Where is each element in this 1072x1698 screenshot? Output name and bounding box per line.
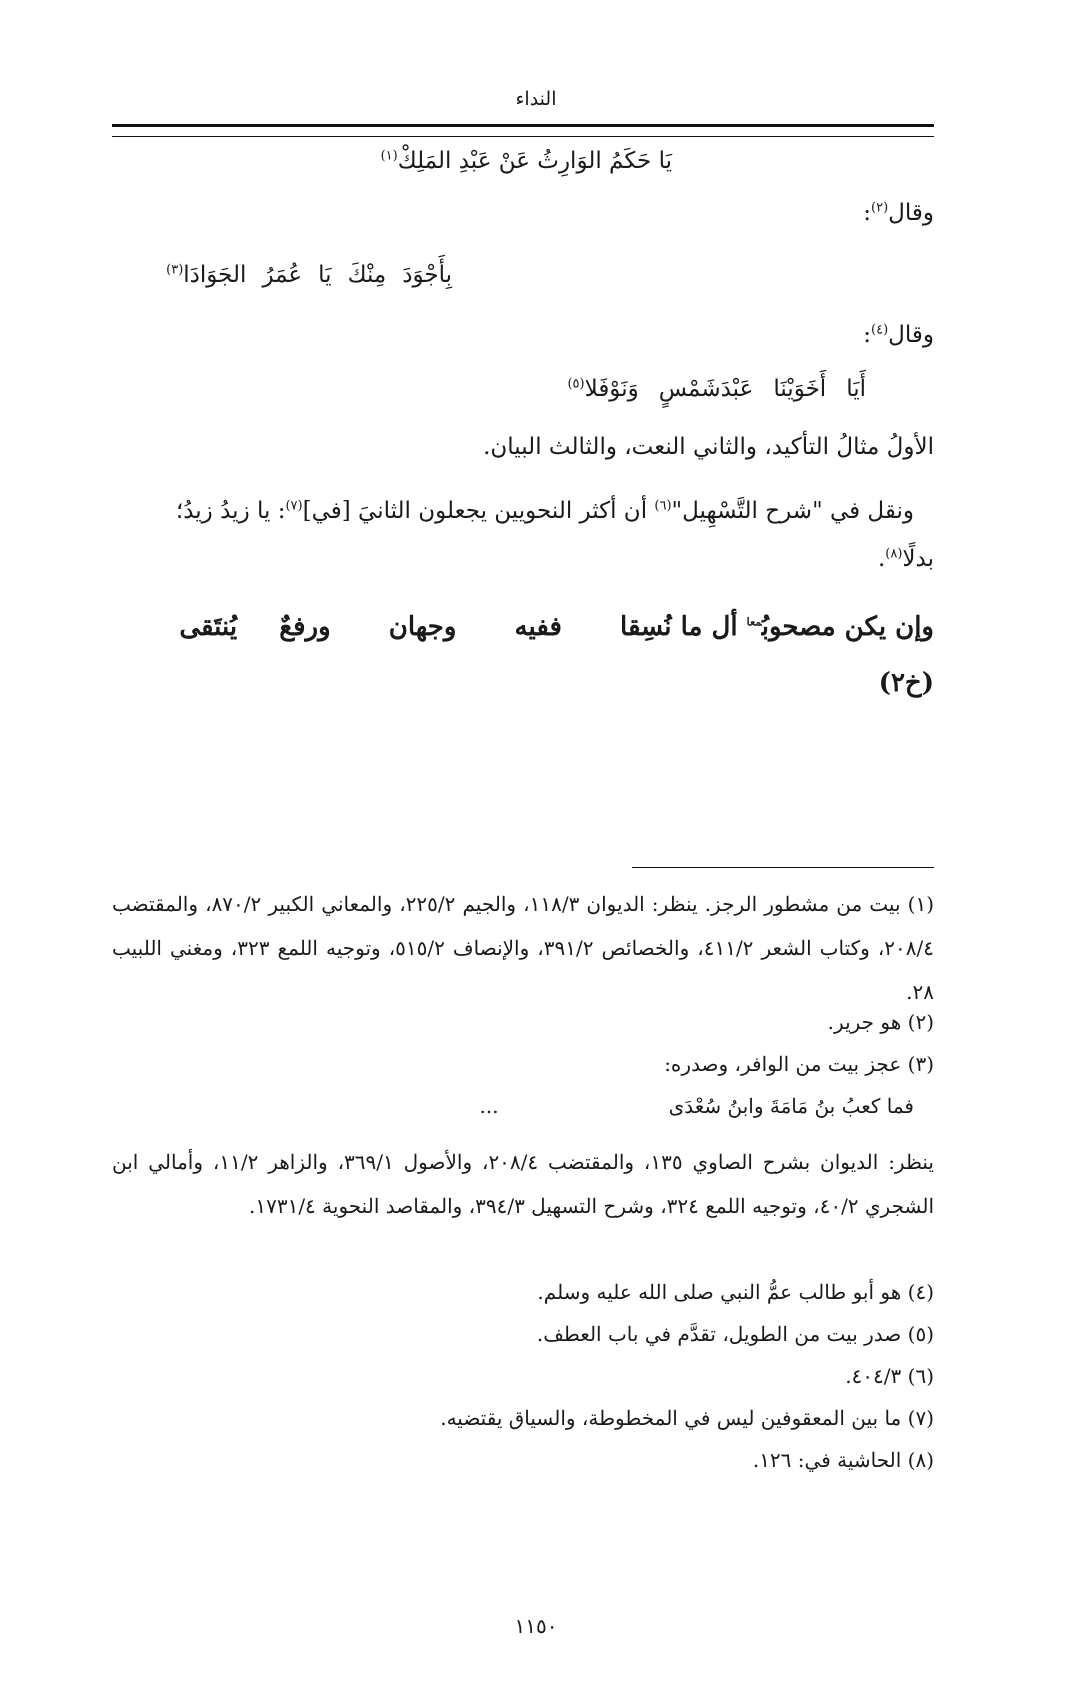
footnote-5: (٥) صدر بيت من الطويل، تقدَّم في باب العطف. <box>536 1322 934 1346</box>
alfiya-part-4: وجهان <box>388 612 457 642</box>
footnote-ref-2: (٢) <box>871 200 889 216</box>
verse-3-word-2: أَخَوَيْنَا <box>773 376 827 402</box>
running-header: النداء <box>515 88 557 110</box>
paragraph-3-end: . <box>877 546 886 572</box>
footnote-ref-3: (٣) <box>166 262 184 278</box>
alfiya-part-2: أل ما نُسِقا <box>620 612 738 642</box>
verse-2-word-2: مِنْكَ <box>347 262 387 288</box>
qal-1-colon: : <box>863 200 872 226</box>
alfiya-part-3: ففيه <box>514 612 562 642</box>
paragraph-2-part-2: أن أكثر النحويين يجعلون الثانيَ [في] <box>302 498 655 524</box>
header-rule-thin <box>112 136 934 137</box>
verse-2 <box>112 262 452 288</box>
footnote-ref-7: (٧) <box>285 498 303 514</box>
footnote-ref-8: (٨) <box>885 546 903 562</box>
footnote-7: (٧) ما بين المعقوفين ليس في المخطوطة، والسياق يقتضيه. <box>440 1406 934 1430</box>
footnote-3-verse-text: فما كعبُ بنُ مَامَةَ وابنُ سُعْدَى <box>668 1094 914 1118</box>
alfiya-part-1: وإن يكن مصحوبُ <box>761 612 934 642</box>
verse-2-word-1: بِأَجْوَدَ <box>402 262 452 288</box>
footnote-4: (٤) هو أبو طالب عمُّ النبي صلى الله عليه وسلم. <box>537 1280 934 1304</box>
paragraph-1: الأولُ مثالُ التأكيد، والثاني النعت، والثالث البيان. <box>483 434 934 460</box>
footnote-8: (٨) الحاشية في: ١٢٦. <box>752 1448 934 1472</box>
footnote-3-references: ينظر: الديوان بشرح الصاوي ١٣٥، والمقتضب ٢٠٨/٤، والأصول ٣٦٩/١، والزاهر ١١/٢، وأمالي ابن الشجري ٤٠/٢، وتوجيه اللمع ٣٢٤، وشرح التسهيل ٣٩٤/٣، والمقاصد النحوية ١٧٣١/٤. <box>112 1150 934 1218</box>
paragraph-2 <box>112 498 914 524</box>
paragraph-3-text: بدلًا <box>902 546 934 572</box>
page-number: ١١٥٠ <box>514 1614 558 1638</box>
alfiya-part-6: يُنتَقى <box>179 612 238 642</box>
alfiya-sup: معا <box>746 615 762 629</box>
verse-2-word-5: الجَوَادَا <box>183 262 247 288</box>
verse-1 <box>112 148 672 174</box>
qal-2-text: وقال <box>888 322 934 348</box>
footnote-ref-4: (٤) <box>871 322 889 338</box>
footnote-ref-5: (٥) <box>567 376 585 392</box>
qal-2-colon: : <box>863 322 872 348</box>
footnote-ref-6: (٦) <box>654 498 672 514</box>
paragraph-2-part-3: : يا زيدُ زيدُ؛ <box>175 498 286 524</box>
verse-3-word-1: أَيَا <box>846 376 866 402</box>
qal-line-1 <box>112 200 934 226</box>
footnote-3-verse <box>112 1094 914 1118</box>
header-rule-thick <box>112 124 934 127</box>
alfiya-verse <box>112 612 934 642</box>
verse-3-word-3: عَبْدَشَمْسٍ <box>658 376 754 402</box>
qal-line-2 <box>112 322 934 348</box>
footnote-ref-1: (١) <box>380 148 398 164</box>
paragraph-2-part-1: ونقل في "شرح التَّسْهِيل" <box>671 498 914 524</box>
footnote-3: (٣) عجز بيت من الوافر، وصدره: <box>664 1052 934 1076</box>
footnote-separator <box>632 867 934 868</box>
verse-1-text: يَا حَكَمُ الوَارِثُ عَنْ عَبْدِ المَلِكْ <box>397 148 672 174</box>
footnote-1: (١) بيت من مشطور الرجز. ينظر: الديوان ١١٨/٣، والجيم ٢٢٥/٢، والمعاني الكبير ٨٧٠/٢، والمقتضب ٢٠٨/٤، وكتاب الشعر ٤١١/٢، والخصائص ٣٩١/٢، والإنصاف ٥١٥/٢، وتوجيه اللمع ٣٢٣، ومغني اللبيب ٢٨. <box>112 892 935 1004</box>
qal-1-text: وقال <box>888 200 934 226</box>
paragraph-3 <box>112 546 934 572</box>
footnote-3-dots: ... <box>479 1094 499 1118</box>
verse-2-word-3: يَا <box>318 262 332 288</box>
footnote-2: (٢) هو جرير. <box>827 1010 934 1034</box>
footnote-6: (٦) ٤٠٤/٣. <box>845 1364 934 1388</box>
verse-3-word-4: وَنَوْفَلا <box>584 376 639 402</box>
alfiya-part-5: ورفعٌ <box>279 612 331 642</box>
verse-2-word-4: عُمَرُ <box>262 262 303 288</box>
verse-3 <box>112 376 866 402</box>
alfiya-code: (خ٢) <box>878 668 934 698</box>
